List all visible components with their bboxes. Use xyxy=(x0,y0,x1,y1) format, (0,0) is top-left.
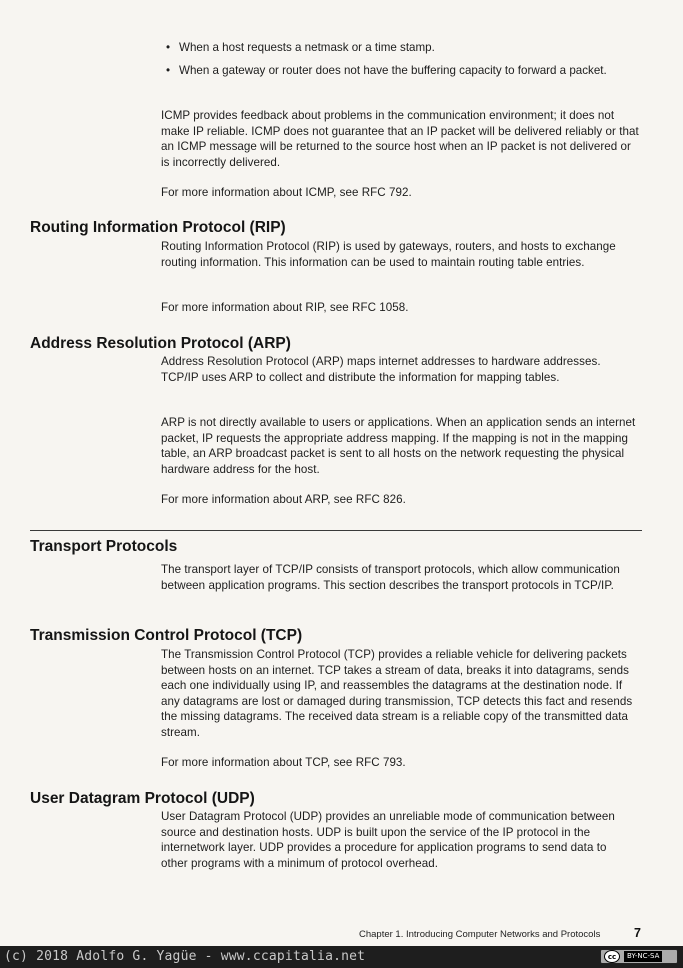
bullet-symbol: • xyxy=(166,41,171,54)
arp-reference: For more information about ARP, see RFC 826. xyxy=(161,493,406,506)
tcp-reference: For more information about TCP, see RFC 793. xyxy=(161,756,406,769)
icmp-paragraph: ICMP provides feedback about problems in the communication environment; it does not make IP reliable. ICMP does not guarantee that an IP packet will be delivered reliably or that an ICMP message will be returned to the source host when an IP packet is not delivered or is incorrectly delivered. xyxy=(161,109,639,169)
rip-paragraph: Routing Information Protocol (RIP) is used by gateways, routers, and hosts to exchange routing information. This information can be used to maintain routing table entries. xyxy=(161,240,616,269)
transport-heading: Transport Protocols xyxy=(30,538,178,555)
udp-heading: User Datagram Protocol (UDP) xyxy=(30,790,255,807)
udp-paragraph: User Datagram Protocol (UDP) provides an unreliable mode of communication between source and destination hosts. UDP is built upon the service of the IP protocol in the internetwork layer. UDP provides a procedure for application programs to send data to other programs with a minimum of protocol overhead. xyxy=(161,810,615,870)
chapter-footer: Chapter 1. Introducing Computer Networks and Protocols xyxy=(359,929,601,940)
tcp-paragraph: The Transmission Control Protocol (TCP) provides a reliable vehicle for delivering packets between hosts on an internet. TCP takes a stream of data, breaks it into datagrams, sends each one individually using IP, and reassembles the datagrams at the destination node. If any datagrams are lost or damaged during transmission, TCP detects this fact and resends the missing datagrams. The received data stream is a reliable copy of the transmitted data stream. xyxy=(161,648,633,739)
transport-paragraph: The transport layer of TCP/IP consists of transport protocols, which allow communication between application programs. This section describes the transport protocols in TCP/IP. xyxy=(161,563,620,592)
rip-reference: For more information about RIP, see RFC 1058. xyxy=(161,301,409,314)
bullet-text: When a host requests a netmask or a time stamp. xyxy=(179,41,435,54)
icmp-reference: For more information about ICMP, see RFC 792. xyxy=(161,186,412,199)
arp-paragraph-2: ARP is not directly available to users or applications. When an application sends an internet packet, IP requests the appropriate address mapping. If the mapping is not in the mapping table, an ARP broadcast packet is sent to all hosts on the network requesting the physical hardware address for the host. xyxy=(161,416,636,476)
bullet-text: When a gateway or router does not have the buffering capacity to forward a packet. xyxy=(179,64,607,77)
watermark-text: (c) 2018 Adolfo G. Yagüe - www.ccapitalia.net xyxy=(4,949,366,964)
bullet-symbol: • xyxy=(166,64,171,77)
tcp-heading: Transmission Control Protocol (TCP) xyxy=(30,627,303,644)
creative-commons-icon: cc xyxy=(604,950,620,963)
watermark-bar xyxy=(0,946,683,968)
license-label: BY-NC-SA xyxy=(624,951,662,962)
section-divider xyxy=(30,530,642,531)
cc-license-badge[interactable] xyxy=(600,949,678,964)
rip-heading: Routing Information Protocol (RIP) xyxy=(30,219,286,236)
arp-heading: Address Resolution Protocol (ARP) xyxy=(30,335,291,352)
arp-paragraph-1: Address Resolution Protocol (ARP) maps internet addresses to hardware addresses. TCP/IP uses ARP to collect and distribute the information for mapping tables. xyxy=(161,355,601,384)
page-number: 7 xyxy=(634,926,641,940)
